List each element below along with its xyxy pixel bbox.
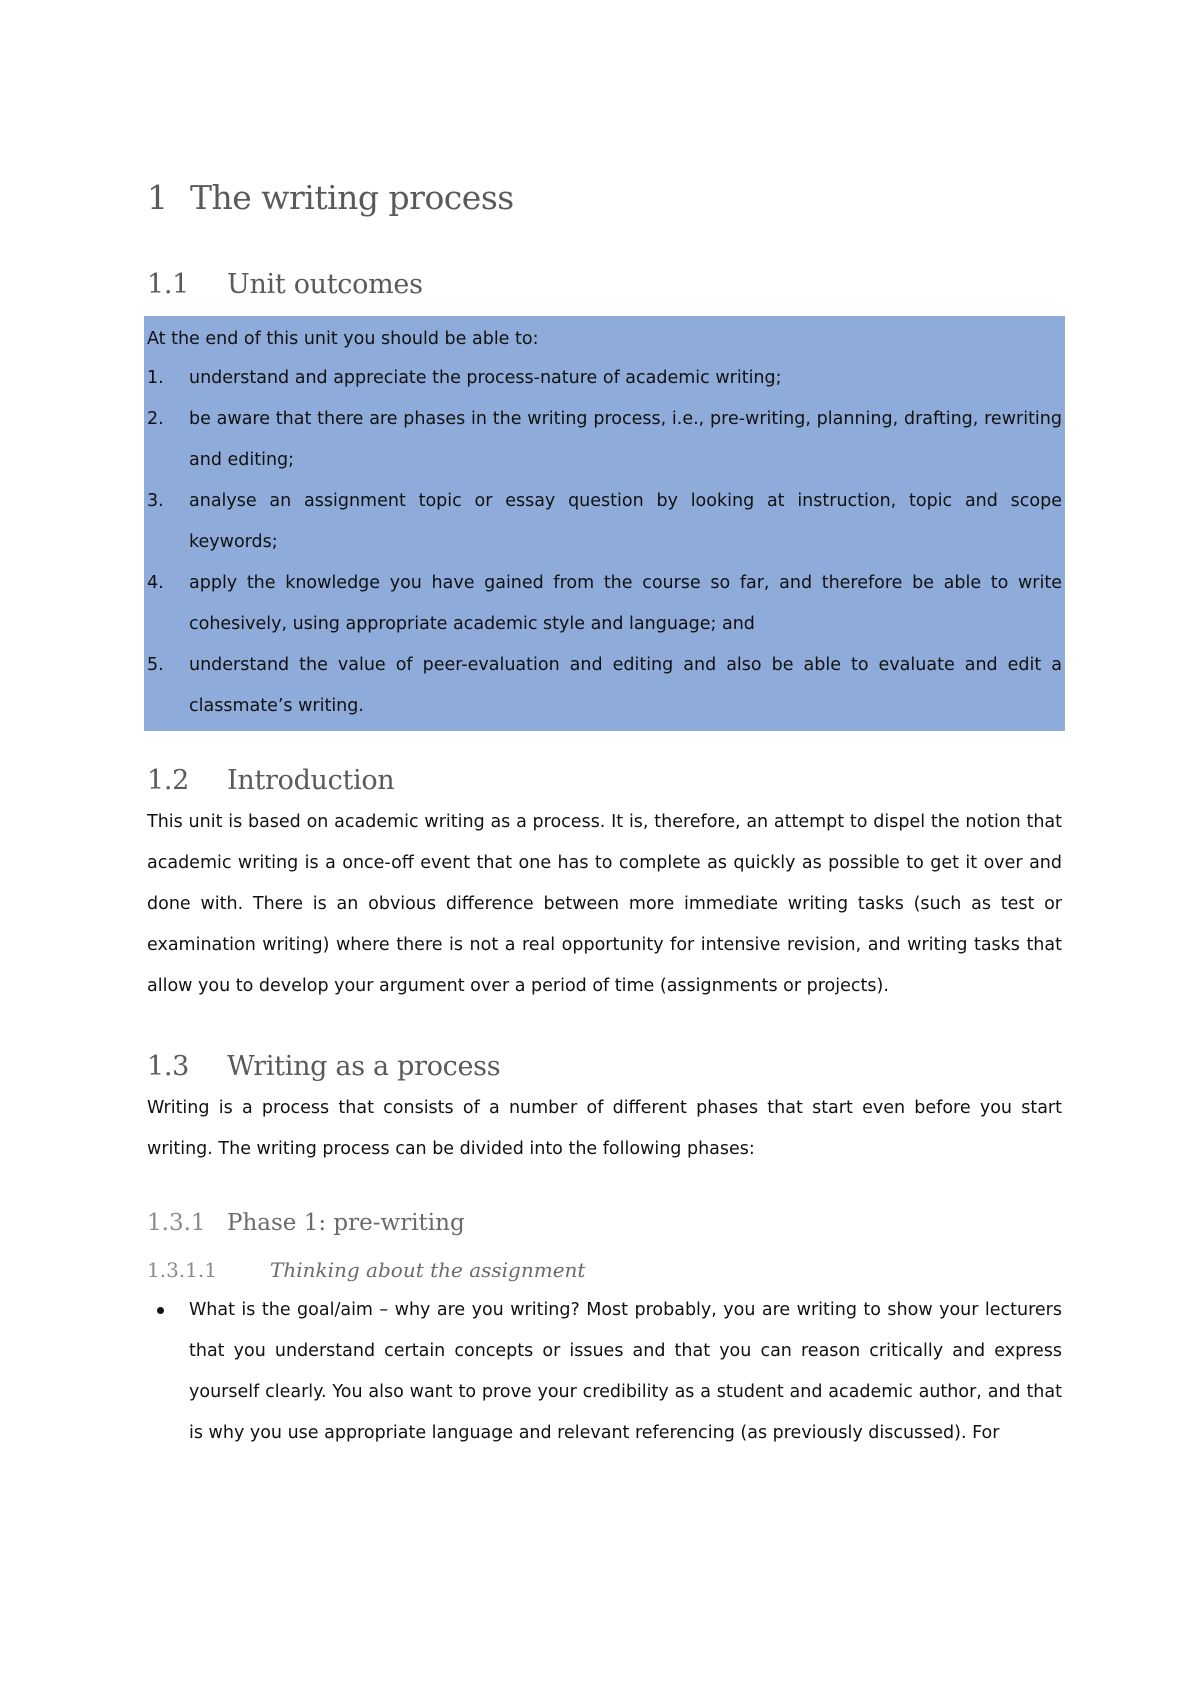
outcome-item (147, 481, 1062, 563)
subsection-number: 1.3.1 (147, 1210, 206, 1236)
section-number: 1.2 (147, 765, 190, 796)
section-title: Writing as a process (227, 1051, 501, 1082)
outcome-marker: 3. (147, 491, 164, 511)
writing-process-paragraph: Writing is a process that consists of a number of different phases that start even before you start writing. The writing process can be divided into the following phases: (147, 1098, 1062, 1159)
chapter-heading (147, 178, 1062, 217)
phase1-section (147, 1210, 1062, 1454)
section-heading-introduction (147, 765, 1062, 796)
outcomes-intro: At the end of this unit you should be able to: (147, 329, 539, 349)
section-heading-outcomes (147, 269, 1062, 300)
outcome-marker: 5. (147, 655, 164, 675)
bullet-icon (157, 1307, 164, 1314)
introduction-section (147, 765, 1062, 1007)
subsubsection-heading-thinking (147, 1258, 1062, 1282)
section-number: 1.1 (147, 269, 190, 300)
section-heading-writing-process (147, 1051, 1062, 1082)
bullet-text: What is the goal/aim – why are you writing? Most probably, you are writing to show your lecturers that you understand certain concepts or issues and that you can reason critically and express yourself clearly. You also want to prove your credibility as a student and academic author, and that is why you use appropriate language and relevant referencing (as previously discussed). For (189, 1300, 1062, 1443)
subsection-heading-phase1 (147, 1210, 1062, 1236)
thinking-bullet-list (147, 1290, 1062, 1454)
outcome-item (147, 399, 1062, 481)
outcomes-box (144, 316, 1065, 731)
outcome-marker: 2. (147, 409, 164, 429)
section-title: Unit outcomes (227, 269, 423, 300)
outcomes-list (147, 358, 1062, 727)
section-title: Introduction (227, 765, 395, 796)
subsection-title: Phase 1: pre-writing (227, 1210, 465, 1236)
outcome-item (147, 358, 1062, 399)
outcome-text: analyse an assignment topic or essay question by looking at instruction, topic and scope keywords; (189, 491, 1062, 552)
outcome-text: be aware that there are phases in the writing process, i.e., pre-writing, planning, drafting, rewriting and editing; (189, 409, 1062, 470)
subsubsection-number: 1.3.1.1 (147, 1258, 217, 1282)
chapter-number: 1 (147, 178, 168, 217)
outcome-item (147, 645, 1062, 727)
outcome-text: understand and appreciate the process-nature of academic writing; (189, 368, 782, 388)
subsubsection-title: Thinking about the assignment (270, 1258, 586, 1282)
chapter-title: The writing process (190, 178, 514, 217)
writing-process-section (147, 1051, 1062, 1170)
outcome-text: understand the value of peer-evaluation and editing and also be able to evaluate and edit a classmate’s writing. (189, 655, 1062, 716)
bullet-item (147, 1290, 1062, 1454)
document-page (147, 178, 1062, 1454)
outcome-text: apply the knowledge you have gained from the course so far, and therefore be able to write cohesively, using appropriate academic style and language; and (189, 573, 1062, 634)
outcome-item (147, 563, 1062, 645)
outcome-marker: 1. (147, 368, 164, 388)
outcome-marker: 4. (147, 573, 164, 593)
section-number: 1.3 (147, 1051, 190, 1082)
introduction-paragraph: This unit is based on academic writing as a process. It is, therefore, an attempt to dispel the notion that academic writing is a once-off event that one has to complete as quickly as possible to get it over and done with. There is an obvious difference between more immediate writing tasks (such as test or examination writing) where there is not a real opportunity for intensive revision, and writing tasks that allow you to develop your argument over a period of time (assignments or projects). (147, 812, 1062, 996)
